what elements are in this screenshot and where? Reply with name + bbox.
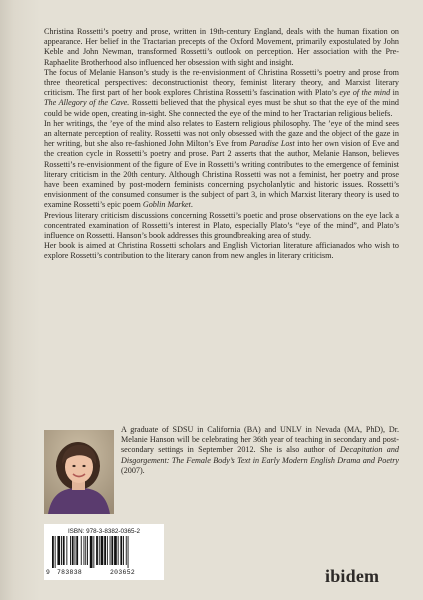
blurb-paragraph xyxy=(44,241,399,261)
barcode-bar xyxy=(55,536,56,568)
text-run: Previous literary criticism discussions concerning Rossetti’s poetic and prose observations on the eye lack a concentrated examination of Rossetti’s interest in Plato, especially Plato’s “eye of the mind”, and Plato’s influence on Rossetti. Hanson’s book addresses this groundbreaking area of study. xyxy=(44,210,399,241)
italic-title: Goblin Market xyxy=(142,200,191,210)
barcode-bar xyxy=(99,536,100,565)
barcode-digits-left: 783838 xyxy=(57,569,83,576)
barcode-bar xyxy=(81,536,82,565)
text-run: . xyxy=(190,200,193,210)
author-bio xyxy=(121,425,399,476)
barcode-bar xyxy=(110,536,111,565)
italic-title: eye of the mind xyxy=(339,88,391,98)
text-run: into her own vision of Eve and the creation cycle in Rossetti’s poetry and prose. Part 2 asserts that the author, Melanie Hanson, believes Rossetti’s re-envisionment of the figure of Eve in Rossetti’s writing contributes to the emergence of feminist literary criticism in the 20th century. Although Christina Rossetti was not a feminist, her poetry and prose have been examined by post-modern feminists concerning psycholanlytic and historic issues. Rossetti’s envisionment of the consumed consumer is the subject of part 3, in which Marxist literary theory is used to examine Rossetti’s epic poem xyxy=(44,139,399,210)
italic-title: Paradise Lost xyxy=(249,139,295,149)
text-run: Her book is aimed at Christina Rossetti scholars and English Victorian literature afficianados who wish to explore Rossetti’s contribution to the literary canon from new angles in literary criticism. xyxy=(44,241,399,261)
barcode-bar xyxy=(61,536,62,565)
barcode-bar xyxy=(111,536,113,565)
barcode-bar xyxy=(120,536,122,565)
barcode-bar xyxy=(96,536,98,565)
text-run: A graduate of SDSU in California (BA) and UNLV in Nevada (MA, PhD), Dr. Melanie Hanson will be celebrating her 36th year of teaching in secondary and post-secondary settings in September 2012. She is also author of xyxy=(121,425,399,455)
text-run: The focus of Melanie Hanson’s study is the re-envisionment of Christina Rossetti’s poetry and prose from three theoretical perspectives: deconstructionist theory, feminist literary theory, and Marxist literary criticism. The first part of her book explores Christina Rossetti’s fascination with Plato’s xyxy=(44,67,399,98)
barcode-bar xyxy=(114,536,117,565)
barcode-bar xyxy=(107,536,108,565)
blurb-text xyxy=(44,27,399,262)
text-run: Christina Rossetti’s poetry and prose, written in 19th-century England, deals with the human fixation on appearance. Her belief in the Tractarian precepts of the Oxford Movement, primarily expostulated by John Keble and John Newman, transformed Rossetti’s outlook on perception. Her association with the Pre-Raphaelite Brotherhood also influenced her obsession with sight and insight. xyxy=(44,27,399,67)
blurb-paragraph xyxy=(44,211,399,242)
barcode-digit-first: 9 xyxy=(46,569,51,576)
barcode-bar xyxy=(70,536,71,565)
blurb-paragraph xyxy=(44,68,399,119)
barcode-bars xyxy=(52,536,156,568)
barcode-bar xyxy=(123,536,124,565)
barcode-bar xyxy=(57,536,60,565)
barcode-bar xyxy=(76,536,78,565)
text-run: (2007). xyxy=(121,465,145,475)
barcode-bar xyxy=(118,536,119,565)
barcode-bar xyxy=(52,536,54,568)
barcode-bar xyxy=(104,536,106,565)
text-run: In her writings, the ’eye of the mind also relates to Eastern religious philosophy. The ’eye of the mind sees an alternate perception of reality. Rossetti was not only obsessed with the gaze and the object of the gaze in her writing, but she also re-fashioned John Milton’s Eve from xyxy=(44,118,399,149)
barcode-bar xyxy=(87,536,88,565)
barcode-bar xyxy=(128,536,129,568)
barcode-bar xyxy=(66,536,67,565)
barcode-bar xyxy=(63,536,65,565)
isbn-barcode xyxy=(44,524,164,580)
text-run: in xyxy=(390,88,399,98)
barcode-bar xyxy=(101,536,104,565)
barcode-bar xyxy=(72,536,74,565)
blurb-paragraph xyxy=(44,27,399,68)
barcode-bar xyxy=(84,536,85,565)
blurb-paragraph xyxy=(44,119,399,211)
barcode-bar xyxy=(126,536,127,565)
italic-title: Decapitation and Disgorgement: The Female Body’s Text in Early Modern English Drama and Poetry xyxy=(121,445,399,465)
author-photo xyxy=(44,430,114,514)
barcode-bar xyxy=(90,536,93,568)
barcode-bar xyxy=(85,536,86,565)
barcode-bar xyxy=(93,536,94,568)
barcode-digits-right: 203652 xyxy=(110,569,136,576)
italic-title: The Allegory of the Cave. xyxy=(44,98,130,108)
text-run: Rossetti believed that the physical eyes must be shut so that the eye of the mind could be wide open, creating in-sight. She connected the eye of the mind to her Tractarian religious beliefs. xyxy=(44,98,399,118)
publisher-logo: ibidem xyxy=(325,566,380,586)
isbn-label: ISBN: 978-3-8382-0365-2 xyxy=(67,528,141,535)
barcode-bar xyxy=(75,536,76,565)
